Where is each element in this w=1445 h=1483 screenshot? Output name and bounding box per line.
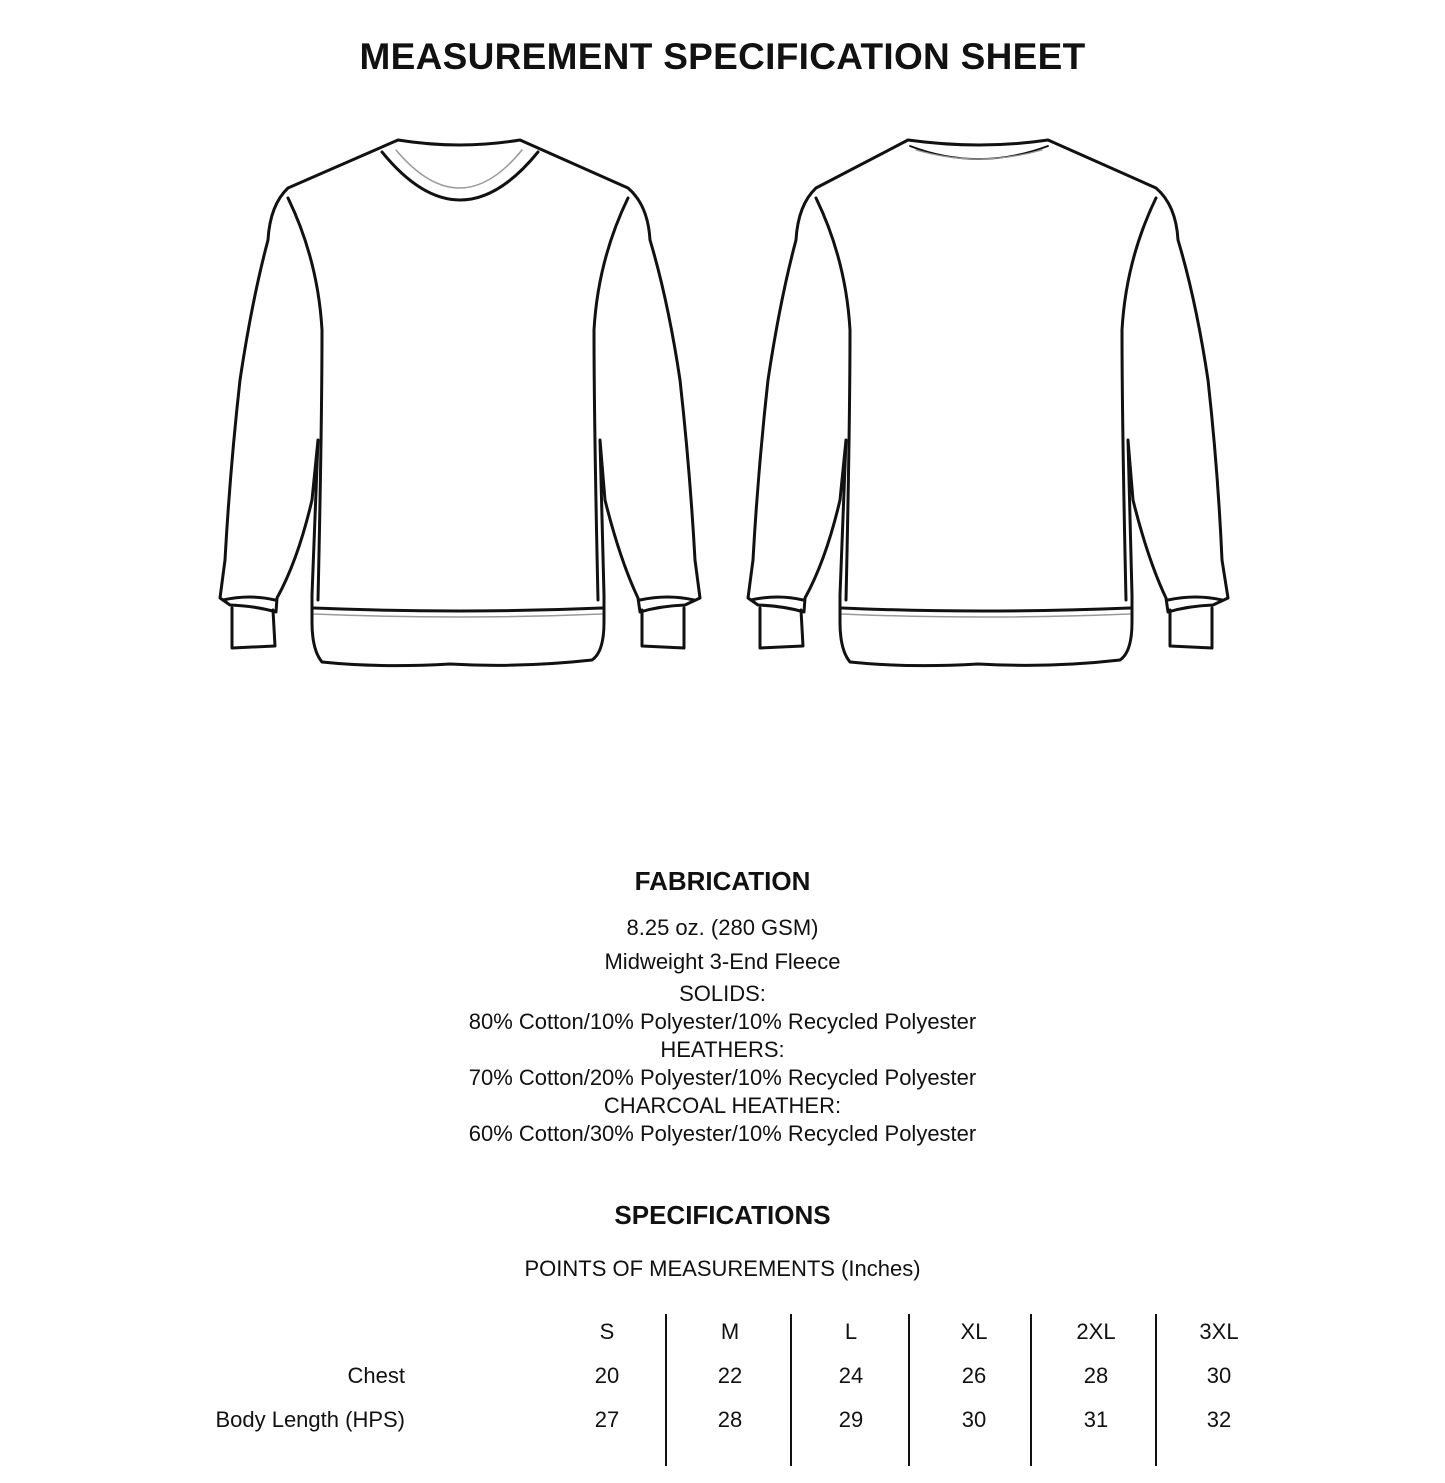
points-of-measurement-title: POINTS OF MEASUREMENTS (Inches) xyxy=(524,1256,921,1281)
solids-blend: 80% Cotton/10% Polyester/10% Recycled Polyester xyxy=(468,1009,977,1034)
chest-value: 30 xyxy=(1206,1363,1232,1388)
solids-label: SOLIDS: xyxy=(679,981,766,1006)
size-header: 2XL xyxy=(1076,1319,1116,1344)
row-labels xyxy=(215,1354,405,1442)
charcoal-blend: 60% Cotton/30% Polyester/10% Recycled Polyester xyxy=(468,1121,977,1146)
chest-value: 20 xyxy=(594,1363,620,1388)
chest-value: 28 xyxy=(1083,1363,1109,1388)
specifications-heading: SPECIFICATIONS xyxy=(614,1200,831,1230)
chest-value: 22 xyxy=(717,1363,743,1388)
size-column-l xyxy=(791,1310,911,1442)
size-column-xl xyxy=(914,1310,1034,1442)
charcoal-label: CHARCOAL HEATHER: xyxy=(603,1093,842,1118)
size-column-2xl xyxy=(1036,1310,1156,1442)
size-header: 3XL xyxy=(1199,1319,1239,1344)
row-label-body-length: Body Length (HPS) xyxy=(215,1407,405,1432)
size-header: XL xyxy=(960,1319,988,1344)
body-length-value: 32 xyxy=(1206,1407,1232,1432)
column-divider xyxy=(1030,1314,1032,1466)
size-column-m xyxy=(670,1310,790,1442)
body-length-value: 29 xyxy=(838,1407,864,1432)
chest-value: 26 xyxy=(961,1363,987,1388)
row-label-chest: Chest xyxy=(347,1363,405,1388)
heathers-blend: 70% Cotton/20% Polyester/10% Recycled Polyester xyxy=(468,1065,977,1090)
heathers-label: HEATHERS: xyxy=(660,1037,785,1062)
size-column-3xl xyxy=(1159,1310,1279,1442)
body-length-value: 27 xyxy=(594,1407,620,1432)
fabrication-heading: FABRICATION xyxy=(634,866,811,896)
fabric-weight: 8.25 oz. (280 GSM) xyxy=(626,915,819,940)
fabric-type: Midweight 3-End Fleece xyxy=(604,949,841,974)
size-header: L xyxy=(844,1319,858,1344)
body-length-value: 30 xyxy=(961,1407,987,1432)
sweatshirt-front-drawing xyxy=(220,140,700,666)
column-divider xyxy=(665,1314,667,1466)
garment-illustrations xyxy=(0,120,1445,680)
fabrication-details xyxy=(0,908,1445,1148)
sweatshirt-back-drawing xyxy=(748,140,1228,666)
size-header: M xyxy=(720,1319,740,1344)
size-header: S xyxy=(599,1319,615,1344)
body-length-value: 28 xyxy=(717,1407,743,1432)
column-divider xyxy=(1155,1314,1157,1466)
column-divider xyxy=(908,1314,910,1466)
body-length-value: 31 xyxy=(1083,1407,1109,1432)
page-title: MEASUREMENT SPECIFICATION SHEET xyxy=(359,36,1086,77)
size-column-s xyxy=(547,1310,667,1442)
chest-value: 24 xyxy=(838,1363,864,1388)
size-spec-table xyxy=(0,1310,1445,1470)
